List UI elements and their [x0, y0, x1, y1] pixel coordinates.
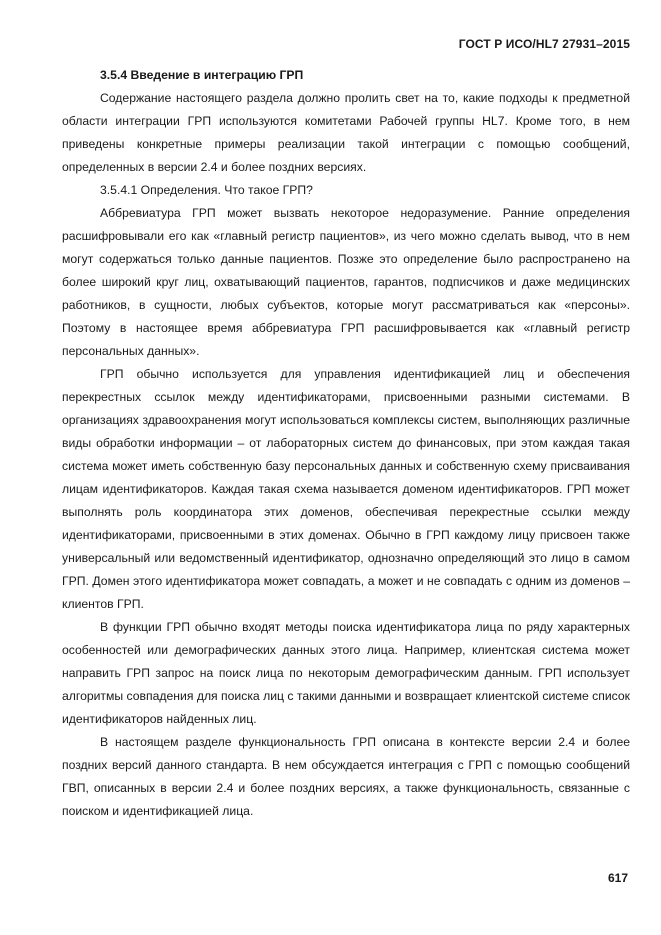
paragraph-abbreviation: Аббревиатура ГРП может вызвать некоторое недоразумение. Ранние определения расшифровывали его как «главный регистр пациентов», из чего можно сделать вывод, что в нем могут содержаться только данные пациентов. Позже это определение было распространено на более широкий круг лиц, охватывающий пациентов, гарантов, подписчиков и даже медицинских работников, в сущности, любых субъектов, которые могут рассматриваться как «персоны». Поэтому в настоящее время аббревиатура ГРП расшифровывается как «главный регистр персональных данных».	[62, 206, 630, 358]
paragraph-search-functions: В функции ГРП обычно входят методы поиска идентификатора лица по ряду характерных особенностей или демографических данных этого лица. Например, клиентская система может направить ГРП запрос на поиск лица по некоторым демографическим данным. ГРП использует алгоритмы совпадения для поиска лиц с такими данными и возвращает клиентской системе список идентификаторов найденных лиц.	[62, 620, 630, 726]
page-header-standard-code: ГОСТ Р ИСО/HL7 27931–2015	[458, 37, 630, 51]
intro-paragraph: Содержание настоящего раздела должно пролить свет на то, какие подходы к предметной области интеграции ГРП используются комитетами Рабочей группы HL7. Кроме того, в нем приведены конкретные примеры реализации такой интеграции с помощью сообщений, определенных в версии 2.4 и более поздних версиях.	[62, 91, 630, 174]
subsection-title: 3.5.4.1 Определения. Что такое ГРП?	[100, 183, 313, 197]
page-number: 617	[607, 871, 628, 885]
document-body	[62, 64, 630, 823]
paragraph-cross-reference: ГРП обычно используется для управления идентификацией лиц и обеспечения перекрестных ссылок между идентификаторами, присвоенными разными системами. В организациях здравоохранения могут использоваться комплексы систем, выполняющих различные виды обработки информации – от лабораторных систем до финансовых, при этом каждая такая система может иметь собственную базу персональных данных и собственную схему присваивания лицам идентификаторов. Каждая такая схема называется доменом идентификаторов. ГРП может выполнять роль координатора этих доменов, обеспечивая перекрестные ссылки между идентификаторами, присвоенными в этих доменах. Обычно в ГРП каждому лицу присвоен также универсальный или ведомственный идентификатор, однозначно определяющий это лицо в самом ГРП. Домен этого идентификатора может совпадать, а может и не совпадать с одним из доменов – клиентов ГРП.	[62, 367, 630, 611]
paragraph-scope: В настоящем разделе функциональность ГРП описана в контексте версии 2.4 и более поздних версий данного стандарта. В нем обсуждается интеграция с ГРП с помощью сообщений ГВП, описанных в версии 2.4 и более поздних версиях, а также функциональность, связанные с поиском и идентификацией лица.	[62, 735, 630, 818]
section-title: 3.5.4 Введение в интеграцию ГРП	[100, 68, 304, 82]
